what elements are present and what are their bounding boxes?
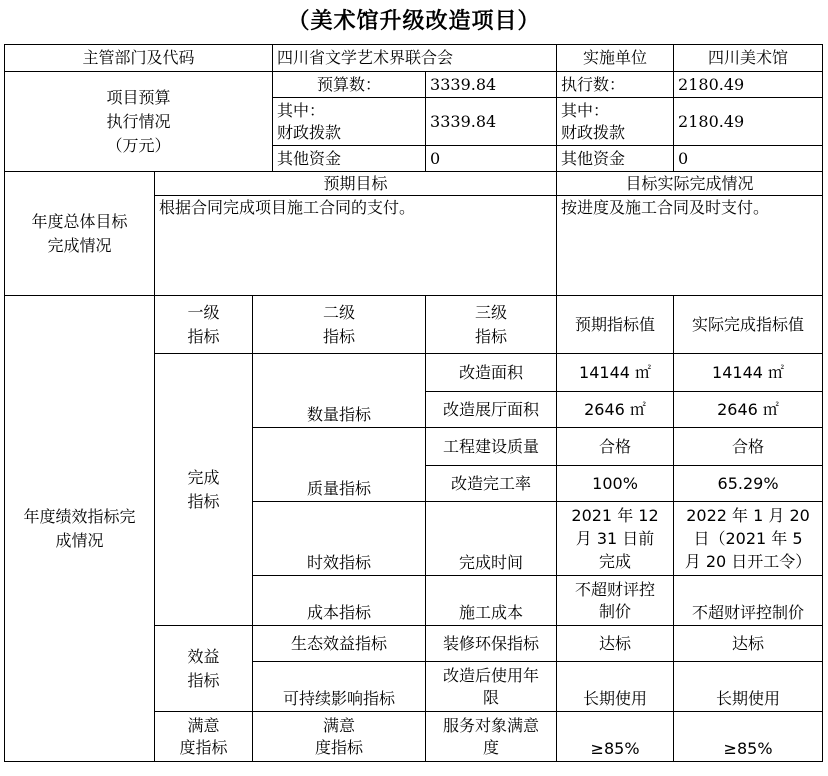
col-level3-header: 三级 指标	[426, 296, 557, 354]
expected-goal-header: 预期目标	[155, 172, 557, 196]
expected-value: 达标	[557, 626, 674, 662]
expected-value: 2646 ㎡	[557, 392, 674, 428]
indicator-name: 服务对象满意 度	[426, 712, 557, 762]
actual-value: 2022 年 1 月 20 日（2021 年 5 月 20 日开工令）	[674, 502, 823, 576]
indicator-name: 装修环保指标	[426, 626, 557, 662]
group-complete-label: 完成 指标	[155, 354, 253, 626]
actual-value: 14144 ㎡	[674, 354, 823, 392]
l2-time: 时效指标	[253, 502, 426, 576]
fiscal-budget-value: 3339.84	[426, 98, 557, 146]
budget-label: 预算数：	[273, 72, 426, 98]
expected-value: 14144 ㎡	[557, 354, 674, 392]
col-level1-header: 一级 指标	[155, 296, 253, 354]
impl-value: 四川美术馆	[674, 45, 823, 72]
expected-value: 不超财评控 制价	[557, 576, 674, 626]
performance-table	[4, 44, 823, 762]
overall-section-label: 年度总体目标 完成情况	[5, 172, 155, 296]
budget-value: 3339.84	[426, 72, 557, 98]
fiscal-label-budget: 其中： 财政拨款	[273, 98, 426, 146]
col-actual-header: 实际完成指标值	[674, 296, 823, 354]
l2-sustain: 可持续影响指标	[253, 662, 426, 712]
fiscal-label-exec: 其中： 财政拨款	[557, 98, 674, 146]
group-satisfaction-label: 满意 度指标	[155, 712, 253, 762]
indicator-name: 改造展厅面积	[426, 392, 557, 428]
dept-value: 四川省文学艺术界联合会	[273, 45, 557, 72]
exec-label: 执行数：	[557, 72, 674, 98]
dept-label: 主管部门及代码	[5, 45, 273, 72]
indicator-name: 工程建设质量	[426, 428, 557, 466]
expected-value: 合格	[557, 428, 674, 466]
actual-value: 长期使用	[674, 662, 823, 712]
other-exec-value: 0	[674, 146, 823, 172]
group-benefit-label: 效益 指标	[155, 626, 253, 712]
indicator-name: 施工成本	[426, 576, 557, 626]
impl-label: 实施单位	[557, 45, 674, 72]
actual-value: 2646 ㎡	[674, 392, 823, 428]
expected-value: 长期使用	[557, 662, 674, 712]
other-label-budget: 其他资金	[273, 146, 426, 172]
indicator-name: 改造后使用年 限	[426, 662, 557, 712]
actual-goal-header: 目标实际完成情况	[557, 172, 823, 196]
actual-value: 合格	[674, 428, 823, 466]
actual-value: 65.29%	[674, 466, 823, 502]
actual-value: 达标	[674, 626, 823, 662]
page-title: （美术馆升级改造项目）	[287, 9, 541, 34]
other-label-exec: 其他资金	[557, 146, 674, 172]
l2-quality: 质量指标	[253, 428, 426, 502]
actual-value: 不超财评控制价	[674, 576, 823, 626]
actual-goal-text: 按进度及施工合同及时支付。	[557, 196, 823, 296]
indicator-name: 改造完工率	[426, 466, 557, 502]
col-level2-header: 二级 指标	[253, 296, 426, 354]
indicator-name: 改造面积	[426, 354, 557, 392]
expected-value: 100%	[557, 466, 674, 502]
budget-section-label: 项目预算 执行情况 （万元）	[5, 72, 273, 172]
l2-satisfaction: 满意 度指标	[253, 712, 426, 762]
other-budget-value: 0	[426, 146, 557, 172]
l2-cost: 成本指标	[253, 576, 426, 626]
expected-value: ≥85%	[557, 712, 674, 762]
expected-goal-text: 根据合同完成项目施工合同的支付。	[155, 196, 557, 296]
exec-value: 2180.49	[674, 72, 823, 98]
expected-value: 2021 年 12 月 31 日前 完成	[557, 502, 674, 576]
l2-quantity: 数量指标	[253, 354, 426, 428]
actual-value: ≥85%	[674, 712, 823, 762]
fiscal-exec-value: 2180.49	[674, 98, 823, 146]
performance-section-label: 年度绩效指标完 成情况	[5, 296, 155, 762]
l2-eco: 生态效益指标	[253, 626, 426, 662]
indicator-name: 完成时间	[426, 502, 557, 576]
col-expected-header: 预期指标值	[557, 296, 674, 354]
